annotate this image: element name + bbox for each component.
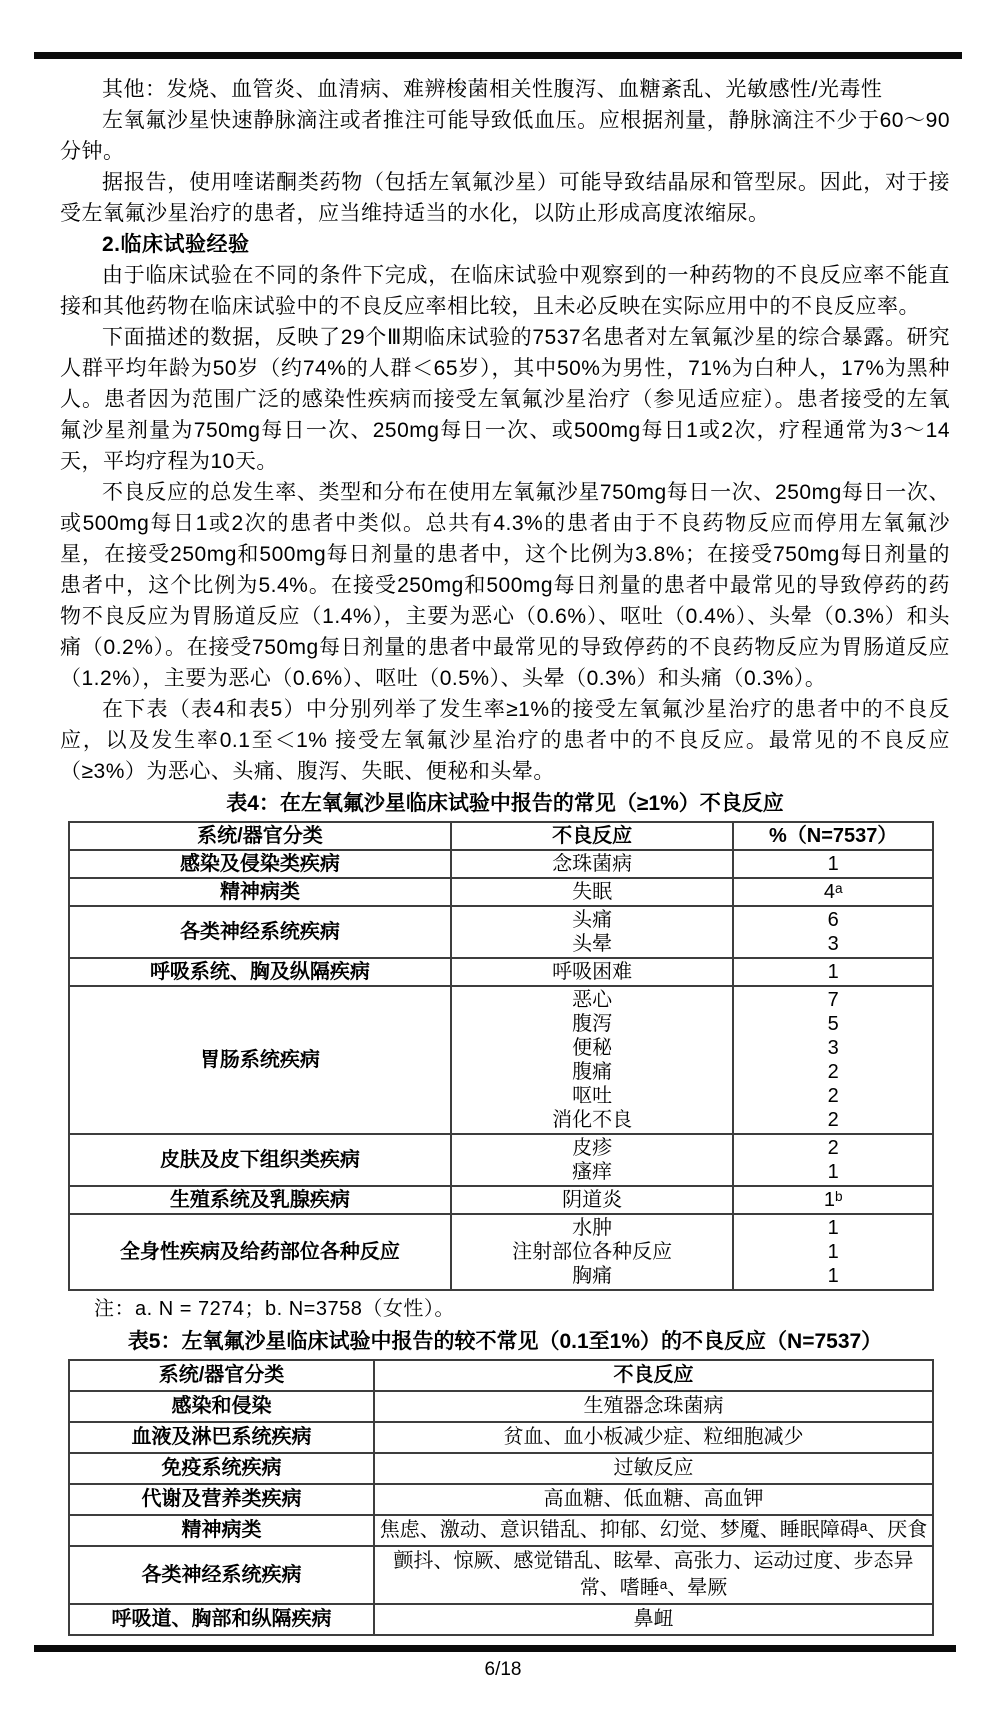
table4-header-cell: %（N=7537） bbox=[733, 822, 933, 850]
percent-line: 2 bbox=[827, 1137, 839, 1159]
system-organ-class-cell: 血液及淋巴系统疾病 bbox=[69, 1422, 374, 1453]
table5-row bbox=[69, 1391, 933, 1422]
page-content bbox=[60, 74, 950, 1636]
body-paragraphs bbox=[60, 74, 950, 787]
percent-line: 4ᵃ bbox=[823, 881, 843, 903]
adverse-reactions-cell: 焦虑、激动、意识错乱、抑郁、幻觉、梦魇、睡眠障碍ᵃ、厌食 bbox=[374, 1515, 933, 1546]
table4-header-cell: 不良反应 bbox=[451, 822, 734, 850]
paragraph: 由于临床试验在不同的条件下完成，在临床试验中观察到的一种药物的不良反应率不能直接和其他药物在临床试验中的不良反应率相比较，且未必反映在实际应用中的不良反应率。 bbox=[60, 264, 950, 318]
adverse-reactions-cell bbox=[451, 878, 734, 906]
system-organ-class-cell: 免疫系统疾病 bbox=[69, 1453, 374, 1484]
percent-line: 2 bbox=[827, 1109, 839, 1131]
percent-line: 1 bbox=[827, 1241, 839, 1263]
reaction-line: 皮疹 bbox=[572, 1137, 613, 1159]
table5-header-cell: 系统/器官分类 bbox=[69, 1360, 374, 1391]
adverse-reactions-cell bbox=[451, 986, 734, 1134]
table5-row bbox=[69, 1515, 933, 1546]
table4-row bbox=[69, 906, 933, 958]
paragraph: 不良反应的总发生率、类型和分布在使用左氧氟沙星750mg每日一次、250mg每日一次、或500mg每日1或2次的患者中类似。总共有4.3%的患者由于不良药物反应而停用左氧氟沙星，在接受250mg和500mg每日剂量的患者中，这个比例为3.8%；在接受750mg每日剂量的患者中，这个比例为5.4%。在接受250mg和500mg每日剂量的患者中最常见的导致停药的药物不良反应为胃肠道反应（1.4%），主要为恶心（0.6%）、呕吐（0.4%）、头晕（0.3%）和头痛（0.2%）。在接受750mg每日剂量的患者中最常见的导致停药的不良药物反应为胃肠道反应（1.2%），主要为恶心（0.6%）、呕吐（0.5%）、头晕（0.3%）和头痛（0.3%）。 bbox=[60, 481, 950, 690]
percent-cell bbox=[733, 958, 933, 986]
table4-row bbox=[69, 1214, 933, 1290]
paragraph: 在下表（表4和表5）中分别列举了发生率≥1%的接受左氧氟沙星治疗的患者中的不良反应，以及发生率0.1至＜1% 接受左氧氟沙星治疗的患者中的不良反应。最常见的不良反应（≥3%）为恶心、头痛、腹泻、失眠、便秘和头晕。 bbox=[60, 698, 950, 783]
reaction-line: 呕吐 bbox=[572, 1085, 613, 1107]
table5-header-row bbox=[69, 1360, 933, 1391]
percent-line: 7 bbox=[827, 989, 839, 1011]
system-organ-class-cell: 呼吸系统、胸及纵隔疾病 bbox=[69, 958, 451, 986]
system-organ-class-cell: 代谢及营养类疾病 bbox=[69, 1484, 374, 1515]
adverse-reactions-cell bbox=[451, 1134, 734, 1186]
adverse-reactions-cell bbox=[451, 1186, 734, 1214]
reaction-line: 胸痛 bbox=[572, 1265, 613, 1287]
percent-cell bbox=[733, 878, 933, 906]
table5-row bbox=[69, 1453, 933, 1484]
adverse-reactions-cell bbox=[451, 1214, 734, 1290]
adverse-reactions-cell: 贫血、血小板减少症、粒细胞减少 bbox=[374, 1422, 933, 1453]
system-organ-class-cell: 呼吸道、胸部和纵隔疾病 bbox=[69, 1604, 374, 1635]
table4-header-row bbox=[69, 822, 933, 850]
reaction-line: 便秘 bbox=[572, 1037, 613, 1059]
percent-cell bbox=[733, 1134, 933, 1186]
percent-cell bbox=[733, 850, 933, 878]
adverse-reactions-cell bbox=[451, 906, 734, 958]
table5 bbox=[68, 1359, 934, 1636]
table4 bbox=[68, 821, 934, 1291]
table5-header-cell: 不良反应 bbox=[374, 1360, 933, 1391]
percent-line: 3 bbox=[827, 933, 839, 955]
percent-line: 1 bbox=[827, 1265, 839, 1287]
paragraph: 据报告，使用喹诺酮类药物（包括左氧氟沙星）可能导致结晶尿和管型尿。因此，对于接受左氧氟沙星治疗的患者，应当维持适当的水化，以防止形成高度浓缩尿。 bbox=[60, 171, 950, 225]
table4-row bbox=[69, 850, 933, 878]
table4-row bbox=[69, 878, 933, 906]
table5-row bbox=[69, 1422, 933, 1453]
reaction-line: 念珠菌病 bbox=[552, 853, 633, 875]
reaction-line: 腹泻 bbox=[572, 1013, 613, 1035]
system-organ-class-cell: 各类神经系统疾病 bbox=[69, 1546, 374, 1604]
reaction-line: 失眠 bbox=[572, 881, 613, 903]
adverse-reactions-cell: 生殖器念珠菌病 bbox=[374, 1391, 933, 1422]
percent-line: 1 bbox=[827, 1161, 839, 1183]
system-organ-class-cell: 生殖系统及乳腺疾病 bbox=[69, 1186, 451, 1214]
table4-row bbox=[69, 986, 933, 1134]
reaction-line: 头痛 bbox=[572, 909, 613, 931]
reaction-line: 瘙痒 bbox=[572, 1161, 613, 1183]
table5-row bbox=[69, 1604, 933, 1635]
reaction-line: 注射部位各种反应 bbox=[512, 1241, 673, 1263]
system-organ-class-cell: 各类神经系统疾病 bbox=[69, 906, 451, 958]
percent-line: 1 bbox=[827, 853, 839, 875]
page-number: 6/18 bbox=[484, 1659, 522, 1680]
table4-header-cell: 系统/器官分类 bbox=[69, 822, 451, 850]
bottom-rule bbox=[34, 1645, 956, 1652]
reaction-line: 头晕 bbox=[572, 933, 613, 955]
table5-row bbox=[69, 1484, 933, 1515]
paragraph: 其他：发烧、血管炎、血清病、难辨梭菌相关性腹泻、血糖紊乱、光敏感性/光毒性 bbox=[102, 78, 883, 101]
reaction-line: 腹痛 bbox=[572, 1061, 613, 1083]
percent-cell bbox=[733, 1214, 933, 1290]
section-heading: 2.临床试验经验 bbox=[102, 233, 250, 256]
table4-row bbox=[69, 1186, 933, 1214]
system-organ-class-cell: 全身性疾病及给药部位各种反应 bbox=[69, 1214, 451, 1290]
table4-note: 注：a. N = 7274；b. N=3758（女性）。 bbox=[94, 1298, 455, 1320]
percent-line: 2 bbox=[827, 1085, 839, 1107]
percent-line: 6 bbox=[827, 909, 839, 931]
adverse-reactions-cell bbox=[451, 958, 734, 986]
adverse-reactions-cell: 高血糖、低血糖、高血钾 bbox=[374, 1484, 933, 1515]
system-organ-class-cell: 感染及侵染类疾病 bbox=[69, 850, 451, 878]
system-organ-class-cell: 精神病类 bbox=[69, 1515, 374, 1546]
table4-row bbox=[69, 958, 933, 986]
adverse-reactions-cell: 鼻衄 bbox=[374, 1604, 933, 1635]
paragraph: 左氧氟沙星快速静脉滴注或者推注可能导致低血压。应根据剂量，静脉滴注不少于60～90分钟。 bbox=[60, 109, 950, 163]
percent-line: 2 bbox=[827, 1061, 839, 1083]
adverse-reactions-cell bbox=[451, 850, 734, 878]
percent-line: 1ᵇ bbox=[823, 1189, 843, 1211]
system-organ-class-cell: 精神病类 bbox=[69, 878, 451, 906]
system-organ-class-cell: 皮肤及皮下组织类疾病 bbox=[69, 1134, 451, 1186]
percent-cell bbox=[733, 986, 933, 1134]
reaction-line: 呼吸困难 bbox=[552, 961, 633, 983]
percent-line: 3 bbox=[827, 1037, 839, 1059]
paragraph: 下面描述的数据，反映了29个Ⅲ期临床试验的7537名患者对左氧氟沙星的综合暴露。研究人群平均年龄为50岁（约74%的人群＜65岁），其中50%为男性，71%为白种人，17%为黑种人。患者因为范围广泛的感染性疾病而接受左氧氟沙星治疗（参见适应症）。患者接受的左氧氟沙星剂量为750mg每日一次、250mg每日一次、或500mg每日1或2次，疗程通常为3～14天，平均疗程为10天。 bbox=[60, 326, 950, 473]
adverse-reactions-cell: 过敏反应 bbox=[374, 1453, 933, 1484]
reaction-line: 消化不良 bbox=[552, 1109, 633, 1131]
percent-line: 5 bbox=[827, 1013, 839, 1035]
percent-cell bbox=[733, 906, 933, 958]
system-organ-class-cell: 感染和侵染 bbox=[69, 1391, 374, 1422]
percent-cell bbox=[733, 1186, 933, 1214]
percent-line: 1 bbox=[827, 1217, 839, 1239]
top-rule bbox=[34, 52, 962, 59]
table5-title: 表5：左氧氟沙星临床试验中报告的较不常见（0.1至1%）的不良反应（N=7537） bbox=[127, 1330, 883, 1353]
adverse-reactions-cell: 颤抖、惊厥、感觉错乱、眩晕、高张力、运动过度、步态异常、嗜睡ᵃ、晕厥 bbox=[374, 1546, 933, 1604]
table4-row bbox=[69, 1134, 933, 1186]
system-organ-class-cell: 胃肠系统疾病 bbox=[69, 986, 451, 1134]
reaction-line: 阴道炎 bbox=[562, 1189, 623, 1211]
table4-title: 表4：在左氧氟沙星临床试验中报告的常见（≥1%）不良反应 bbox=[226, 792, 784, 815]
reaction-line: 水肿 bbox=[572, 1217, 613, 1239]
percent-line: 1 bbox=[827, 961, 839, 983]
table5-row bbox=[69, 1546, 933, 1604]
reaction-line: 恶心 bbox=[572, 989, 613, 1011]
